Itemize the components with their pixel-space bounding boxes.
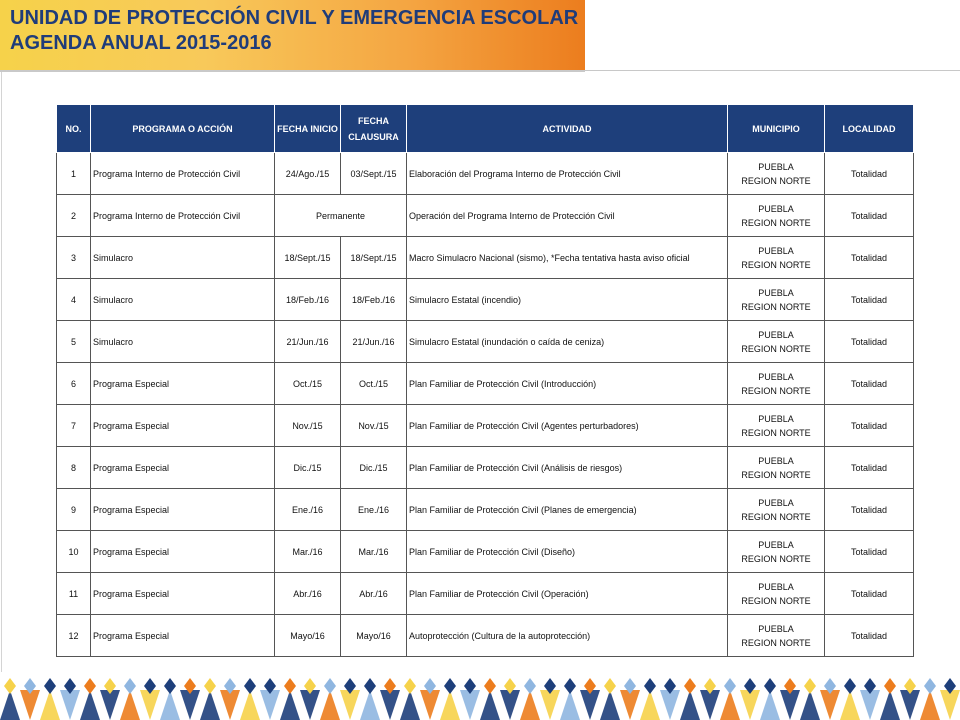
- footer-diamond: [124, 678, 136, 694]
- municipio-line-1: PUEBLA: [758, 413, 794, 424]
- footer-triangle: [360, 690, 380, 720]
- footer-triangle: [460, 690, 480, 720]
- fecha-clausura-cell: Dic./15: [341, 447, 407, 489]
- municipio-line-1: PUEBLA: [758, 203, 794, 214]
- localidad-cell: Totalidad: [825, 447, 914, 489]
- table-row: [57, 615, 914, 657]
- fecha-clausura-cell: 03/Sept./15: [341, 153, 407, 195]
- table-row: [57, 279, 914, 321]
- municipio-cell: [728, 405, 825, 447]
- footer-triangle: [600, 690, 620, 720]
- table-row: [57, 195, 914, 237]
- footer-triangle: [260, 690, 280, 720]
- table-row: [57, 237, 914, 279]
- footer-triangle: [620, 690, 640, 720]
- localidad-cell: Totalidad: [825, 531, 914, 573]
- footer-triangle: [440, 690, 460, 720]
- footer-triangle: [0, 690, 20, 720]
- row-number: 6: [57, 363, 91, 405]
- footer-triangle: [900, 690, 920, 720]
- municipio-line-2: REGION NORTE: [741, 343, 811, 354]
- table-header-row: [57, 105, 914, 153]
- footer-triangle: [320, 690, 340, 720]
- row-number: 5: [57, 321, 91, 363]
- programa-cell: Simulacro: [91, 321, 275, 363]
- col-header-fecha-clausura: FECHA CLAUSURA: [341, 105, 407, 153]
- municipio-line-2: REGION NORTE: [741, 427, 811, 438]
- footer-diamond: [604, 678, 616, 694]
- table-row: [57, 489, 914, 531]
- footer-triangle: [60, 690, 80, 720]
- municipio-line-2: REGION NORTE: [741, 469, 811, 480]
- table-body: [57, 153, 914, 657]
- footer-triangle: [700, 690, 720, 720]
- municipio-line-2: REGION NORTE: [741, 385, 811, 396]
- footer-diamond: [804, 678, 816, 694]
- municipio-line-2: REGION NORTE: [741, 637, 811, 648]
- agenda-table: [56, 104, 914, 657]
- footer-triangle: [780, 690, 800, 720]
- header-rule: [585, 70, 960, 71]
- table-row: [57, 531, 914, 573]
- actividad-cell: Elaboración del Programa Interno de Protección Civil: [407, 153, 728, 195]
- footer-triangle: [240, 690, 260, 720]
- col-header-actividad: ACTIVIDAD: [407, 105, 728, 153]
- fecha-inicio-cell: Ene./16: [275, 489, 341, 531]
- actividad-cell: Plan Familiar de Protección Civil (Operación): [407, 573, 728, 615]
- localidad-cell: Totalidad: [825, 321, 914, 363]
- municipio-cell: [728, 531, 825, 573]
- footer-triangle: [100, 690, 120, 720]
- row-number: 7: [57, 405, 91, 447]
- fecha-clausura-cell: Mayo/16: [341, 615, 407, 657]
- fecha-clausura-cell: 18/Feb./16: [341, 279, 407, 321]
- municipio-line-1: PUEBLA: [758, 455, 794, 466]
- localidad-cell: Totalidad: [825, 195, 914, 237]
- footer-diamond: [164, 678, 176, 694]
- municipio-line-1: PUEBLA: [758, 245, 794, 256]
- fecha-inicio-cell: Oct./15: [275, 363, 341, 405]
- programa-cell: Simulacro: [91, 279, 275, 321]
- footer-triangle: [820, 690, 840, 720]
- footer-diamond: [364, 678, 376, 694]
- col-header-no: NO.: [57, 105, 91, 153]
- footer-triangle: [180, 690, 200, 720]
- municipio-line-2: REGION NORTE: [741, 595, 811, 606]
- col-header-programa: PROGRAMA O ACCIÓN: [91, 105, 275, 153]
- row-number: 9: [57, 489, 91, 531]
- fecha-clausura-cell: Ene./16: [341, 489, 407, 531]
- footer-diamond: [844, 678, 856, 694]
- footer-triangle: [640, 690, 660, 720]
- municipio-line-2: REGION NORTE: [741, 175, 811, 186]
- municipio-cell: [728, 153, 825, 195]
- municipio-cell: [728, 279, 825, 321]
- municipio-cell: [728, 573, 825, 615]
- fecha-clausura-cell: Mar./16: [341, 531, 407, 573]
- municipio-cell: [728, 489, 825, 531]
- localidad-cell: Totalidad: [825, 573, 914, 615]
- fecha-inicio-cell: Nov./15: [275, 405, 341, 447]
- periodo-cell: Permanente: [275, 195, 407, 237]
- programa-cell: Programa Especial: [91, 531, 275, 573]
- footer-triangle: [540, 690, 560, 720]
- footer-triangle: [660, 690, 680, 720]
- programa-cell: Simulacro: [91, 237, 275, 279]
- municipio-cell: [728, 363, 825, 405]
- footer-diamond: [204, 678, 216, 694]
- programa-cell: Programa Interno de Protección Civil: [91, 153, 275, 195]
- col-header-municipio: MUNICIPIO: [728, 105, 825, 153]
- title-banner: [0, 0, 585, 72]
- municipio-line-1: PUEBLA: [758, 329, 794, 340]
- fecha-inicio-cell: 21/Jun./16: [275, 321, 341, 363]
- page-subtitle: AGENDA ANUAL 2015-2016: [10, 32, 272, 54]
- fecha-inicio-cell: 24/Ago./15: [275, 153, 341, 195]
- footer-triangle: [760, 690, 780, 720]
- fecha-clausura-cell: 18/Sept./15: [341, 237, 407, 279]
- row-number: 12: [57, 615, 91, 657]
- programa-cell: Programa Especial: [91, 573, 275, 615]
- localidad-cell: Totalidad: [825, 405, 914, 447]
- col-header-localidad: LOCALIDAD: [825, 105, 914, 153]
- municipio-cell: [728, 447, 825, 489]
- municipio-line-2: REGION NORTE: [741, 259, 811, 270]
- footer-triangle: [140, 690, 160, 720]
- table-row: [57, 573, 914, 615]
- footer-triangle: [380, 690, 400, 720]
- footer-triangle: [680, 690, 700, 720]
- footer-triangle: [940, 690, 960, 720]
- footer-triangle: [500, 690, 520, 720]
- footer-diamond: [44, 678, 56, 694]
- row-number: 4: [57, 279, 91, 321]
- municipio-cell: [728, 237, 825, 279]
- fecha-inicio-cell: Abr./16: [275, 573, 341, 615]
- footer-diamond: [484, 678, 496, 694]
- footer-triangle: [40, 690, 60, 720]
- footer-diamond: [84, 678, 96, 694]
- municipio-cell: [728, 321, 825, 363]
- col-header-fecha-inicio: FECHA INICIO: [275, 105, 341, 153]
- row-number: 2: [57, 195, 91, 237]
- footer-diamond: [924, 678, 936, 694]
- footer-triangle: [800, 690, 820, 720]
- left-rule: [1, 72, 2, 672]
- actividad-cell: Plan Familiar de Protección Civil (Diseño): [407, 531, 728, 573]
- footer-triangle: [480, 690, 500, 720]
- footer-pattern: [0, 676, 960, 720]
- footer-diamond: [284, 678, 296, 694]
- actividad-cell: Plan Familiar de Protección Civil (Introducción): [407, 363, 728, 405]
- actividad-cell: Simulacro Estatal (inundación o caída de ceniza): [407, 321, 728, 363]
- localidad-cell: Totalidad: [825, 279, 914, 321]
- programa-cell: Programa Especial: [91, 363, 275, 405]
- footer-diamond: [244, 678, 256, 694]
- table-row: [57, 321, 914, 363]
- footer-triangle: [80, 690, 100, 720]
- fecha-inicio-cell: Dic./15: [275, 447, 341, 489]
- footer-triangle: [560, 690, 580, 720]
- row-number: 1: [57, 153, 91, 195]
- footer-diamond: [4, 678, 16, 694]
- footer-diamond: [524, 678, 536, 694]
- programa-cell: Programa Interno de Protección Civil: [91, 195, 275, 237]
- localidad-cell: Totalidad: [825, 489, 914, 531]
- footer-diamond: [764, 678, 776, 694]
- actividad-cell: Autoprotección (Cultura de la autoprotección): [407, 615, 728, 657]
- programa-cell: Programa Especial: [91, 615, 275, 657]
- footer-triangle: [200, 690, 220, 720]
- actividad-cell: Operación del Programa Interno de Protección Civil: [407, 195, 728, 237]
- footer-diamond: [684, 678, 696, 694]
- footer-diamond: [644, 678, 656, 694]
- municipio-line-1: PUEBLA: [758, 371, 794, 382]
- row-number: 3: [57, 237, 91, 279]
- fecha-inicio-cell: Mayo/16: [275, 615, 341, 657]
- municipio-line-1: PUEBLA: [758, 287, 794, 298]
- footer-triangle: [280, 690, 300, 720]
- footer-triangle: [920, 690, 940, 720]
- row-number: 8: [57, 447, 91, 489]
- footer-triangle: [880, 690, 900, 720]
- fecha-clausura-cell: 21/Jun./16: [341, 321, 407, 363]
- programa-cell: Programa Especial: [91, 489, 275, 531]
- fecha-inicio-cell: 18/Feb./16: [275, 279, 341, 321]
- fecha-clausura-cell: Oct./15: [341, 363, 407, 405]
- fecha-inicio-cell: 18/Sept./15: [275, 237, 341, 279]
- table-row: [57, 405, 914, 447]
- programa-cell: Programa Especial: [91, 405, 275, 447]
- localidad-cell: Totalidad: [825, 153, 914, 195]
- row-number: 11: [57, 573, 91, 615]
- municipio-line-2: REGION NORTE: [741, 301, 811, 312]
- footer-diamond: [724, 678, 736, 694]
- municipio-line-1: PUEBLA: [758, 539, 794, 550]
- footer-triangle: [120, 690, 140, 720]
- footer-triangle: [420, 690, 440, 720]
- actividad-cell: Simulacro Estatal (incendio): [407, 279, 728, 321]
- footer-triangle: [20, 690, 40, 720]
- actividad-cell: Macro Simulacro Nacional (sismo), *Fecha tentativa hasta aviso oficial: [407, 237, 728, 279]
- fecha-clausura-cell: Abr./16: [341, 573, 407, 615]
- footer-diamond: [884, 678, 896, 694]
- municipio-line-2: REGION NORTE: [741, 511, 811, 522]
- row-number: 10: [57, 531, 91, 573]
- fecha-inicio-cell: Mar./16: [275, 531, 341, 573]
- footer-triangle: [740, 690, 760, 720]
- footer-triangle: [400, 690, 420, 720]
- municipio-line-1: PUEBLA: [758, 623, 794, 634]
- localidad-cell: Totalidad: [825, 237, 914, 279]
- localidad-cell: Totalidad: [825, 615, 914, 657]
- actividad-cell: Plan Familiar de Protección Civil (Agentes perturbadores): [407, 405, 728, 447]
- actividad-cell: Plan Familiar de Protección Civil (Planes de emergencia): [407, 489, 728, 531]
- programa-cell: Programa Especial: [91, 447, 275, 489]
- footer-triangle: [160, 690, 180, 720]
- table-row: [57, 447, 914, 489]
- municipio-cell: [728, 615, 825, 657]
- footer-triangle: [340, 690, 360, 720]
- page-title: UNIDAD DE PROTECCIÓN CIVIL Y EMERGENCIA ESCOLAR: [10, 7, 579, 29]
- footer-triangle: [860, 690, 880, 720]
- municipio-line-1: PUEBLA: [758, 497, 794, 508]
- footer-triangle: [840, 690, 860, 720]
- municipio-line-1: PUEBLA: [758, 161, 794, 172]
- municipio-line-2: REGION NORTE: [741, 217, 811, 228]
- fecha-clausura-cell: Nov./15: [341, 405, 407, 447]
- footer-triangle: [720, 690, 740, 720]
- footer-triangle: [580, 690, 600, 720]
- footer-diamond: [564, 678, 576, 694]
- actividad-cell: Plan Familiar de Protección Civil (Análisis de riesgos): [407, 447, 728, 489]
- municipio-cell: [728, 195, 825, 237]
- localidad-cell: Totalidad: [825, 363, 914, 405]
- footer-triangle: [520, 690, 540, 720]
- footer-triangle: [300, 690, 320, 720]
- municipio-line-1: PUEBLA: [758, 581, 794, 592]
- footer-diamond: [404, 678, 416, 694]
- municipio-line-2: REGION NORTE: [741, 553, 811, 564]
- footer-diamond: [324, 678, 336, 694]
- table-row: [57, 153, 914, 195]
- table-row: [57, 363, 914, 405]
- footer-triangle: [220, 690, 240, 720]
- footer-diamond: [444, 678, 456, 694]
